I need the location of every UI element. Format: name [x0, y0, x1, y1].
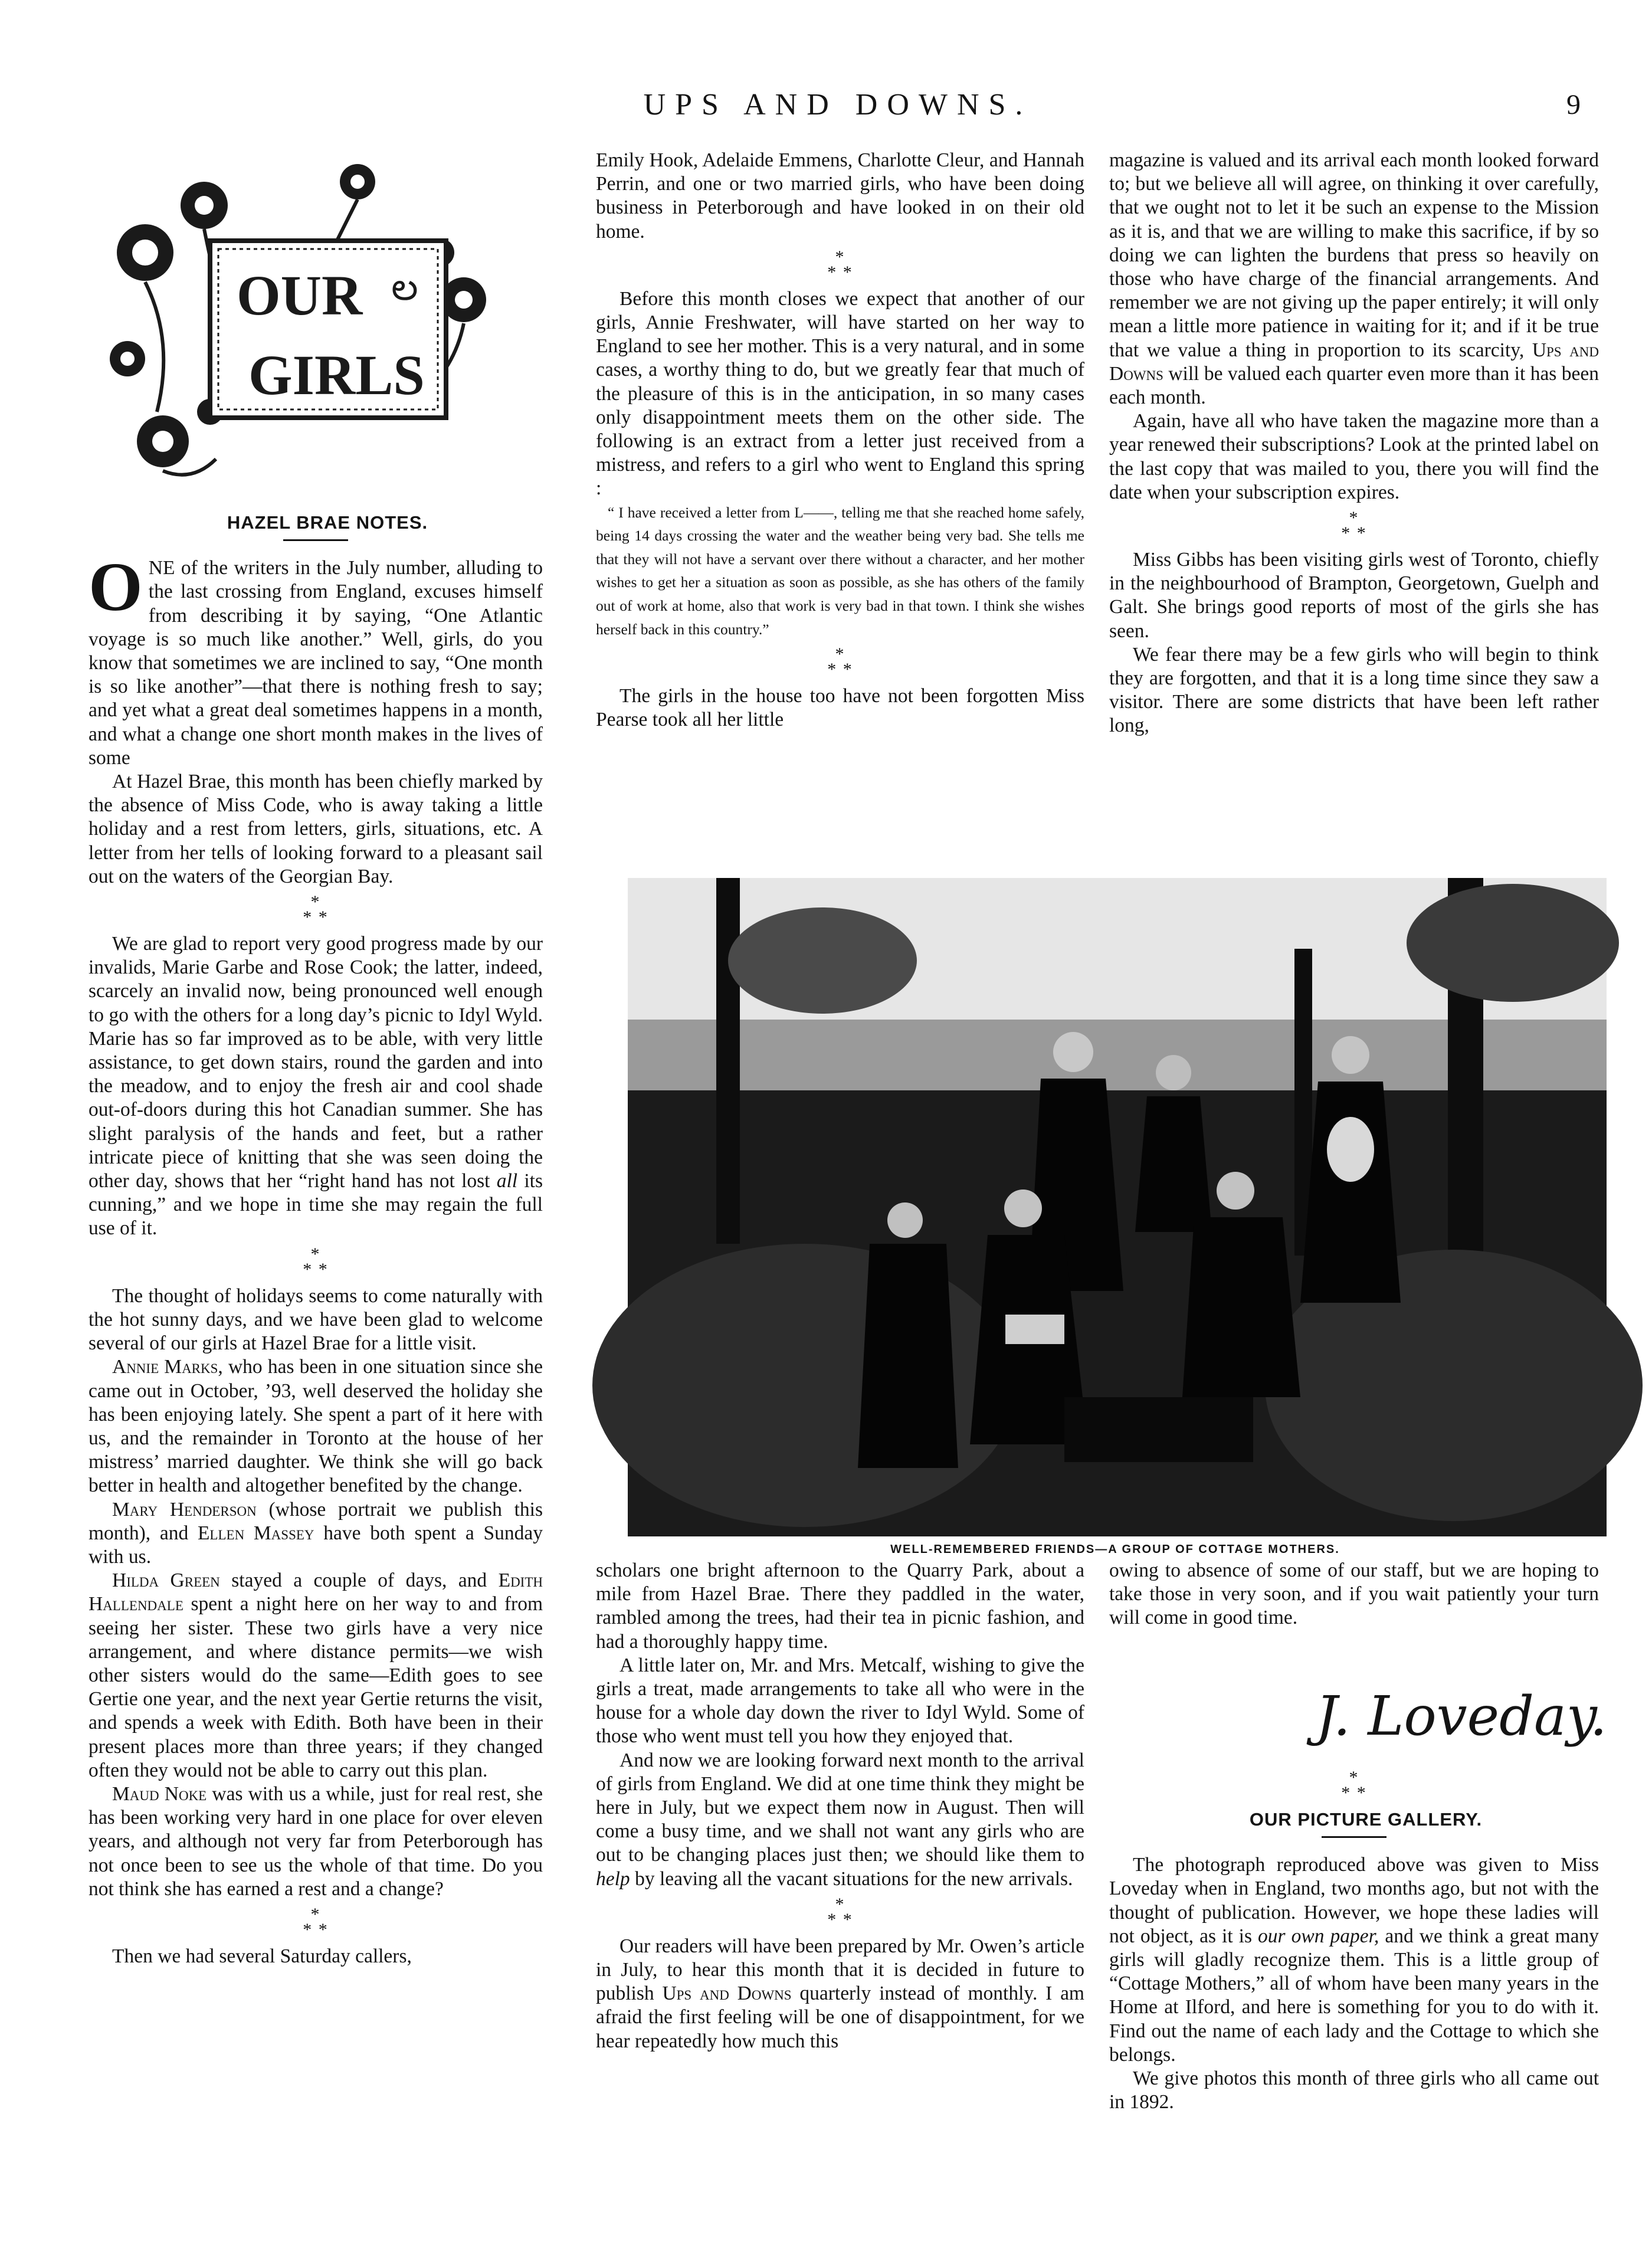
drop-cap: O [88, 548, 143, 626]
paragraph: scholars one bright afternoon to the Quarry Park, about a mile from Hazel Brae. There they paddled in the water, rambled among the trees, had their tea in picnic fashion, and had a thoroughly happy time. [596, 1559, 1084, 1653]
paragraph: magazine is valued and its arrival each month looked forward to; but we believe all will agree, on thinking it over carefully, that we ought not to let it be such an expense to the Mission as it is, and that we are willing to make this sacrifice, if by so doing we can lighten the burdens that press so heavily on those who have charge of the financial arrangements. And remember we are not giving up the paper entirely; it will only mean a little more patience in waiting for it; and if it be true that we value a thing in proportion to its scarcity, Ups and Downs will be valued each quarter even more than it has been each month. [1109, 149, 1599, 409]
heading-rule [1322, 1836, 1386, 1838]
section-separator: * * * [303, 1244, 329, 1279]
paragraph: Emily Hook, Adelaide Emmens, Charlotte Cleur, and Hannah Perrin, and one or two married girls, who have been doing business in Peterborough and have looked in on their old home. [596, 149, 1084, 243]
section-heading-picture-gallery: OUR PICTURE GALLERY. [1249, 1809, 1483, 1830]
paragraph: ONE of the writers in the July number, alluding to the last crossing from England, excuses himself from describing it by saying, “One Atlantic voyage is so much like another.” Well, girls, do you know that sometimes we are inclined to say, “One month is so like another”—that there is nothing fresh to say; and yet what a great deal sometimes happens in a month, and what a change one short month makes in the lives of some [88, 548, 543, 769]
paragraph: We fear there may be a few girls who will begin to think they are forgotten, and that it is a long time since they saw a visitor. There are some districts that have been left rather long, [1109, 643, 1599, 737]
section-separator: * * * [827, 644, 853, 680]
our-girls-logo [110, 164, 487, 494]
paragraph: Miss Gibbs has been visiting girls west of Toronto, chiefly in the neighbourhood of Brampton, Georgetown, Guelph and Galt. She brings good reports of most of the girls she has seen. [1109, 549, 1599, 642]
column-3-top [1109, 149, 1599, 738]
photo-caption: WELL-REMEMBERED FRIENDS—A GROUP OF COTTAGE MOTHERS. [890, 1543, 1340, 1556]
paragraph: Our readers will have been prepared by Mr. Owen’s article in July, to hear this month that it is decided in future to publish Ups and Downs quarterly instead of monthly. I am afraid the first feeling will be one of disappointment, for we hear repeatedly how much this [596, 1935, 1084, 2052]
heading-rule [283, 539, 348, 541]
paragraph: The girls in the house too have not been forgotten Miss Pearse took all her little [596, 685, 1084, 731]
column-1 [88, 511, 543, 1968]
paragraph: Then we had several Saturday callers, [112, 1945, 412, 1967]
section-heading-hazel-brae: HAZEL BRAE NOTES. [227, 512, 428, 533]
section-separator: * * * [303, 1904, 329, 1939]
paragraph: Hilda Green stayed a couple of days, and Edith Hallendale spent a night here on her way to and from seeing her sister. These two girls have a very nice arrangement, and where distance permits—we wish other sisters would do the same—Edith goes to see Gertie one year, and the next year Gertie returns the visit, and spends a week with Edith. Both have been in their present places more than three years; if they changed often they would not be able to carry out this plan. [88, 1569, 543, 1781]
page-number: 9 [1566, 89, 1581, 120]
signature-loveday [1304, 1670, 1607, 1758]
paragraph: The photograph reproduced above was given to Miss Loveday when in England, two months ago, but not with the thought of publication. However, we hope these ladies will not object, as it is our own paper, and we think a great many girls will gladly recognize them. This is a little group of “Cottage Mothers,” all of whom have been many years in the Home at Ilford, and here is something for you to do with it. Find out the name of each lady and the Cottage to which she belongs. [1109, 1854, 1599, 2066]
section-separator: * * * [1341, 1768, 1367, 1803]
paragraph: Maud Noke was with us a while, just for real rest, she has been working very hard in one place for over eleven years, and although not very far from Peterborough has not once been to see us the whole of that time. Do you not think she has earned a rest and a change? [88, 1782, 543, 1900]
column-2-top [596, 149, 1084, 732]
paragraph: At Hazel Brae, this month has been chiefly marked by the absence of Miss Code, who is away taking a little holiday and a rest from letters, girls, situations, etc. A letter from her tells of looking forward to a pleasant sail out on the waters of the Georgian Bay. [88, 771, 543, 887]
paragraph: We give photos this month of three girls who all came out in 1892. [1109, 2067, 1599, 2113]
running-title: UPS AND DOWNS. [643, 88, 1032, 122]
paragraph: Mary Henderson (whose portrait we publish this month), and Ellen Massey have both spent a Sunday with us. [88, 1498, 543, 1568]
column-3-bottom [1109, 1559, 1599, 1630]
section-separator: * * * [827, 247, 853, 282]
paragraph: We are glad to report very good progress made by our invalids, Marie Garbe and Rose Cook; the latter, indeed, scarcely an invalid now, being pronounced well enough to go with the others for a long day’s picnic to Idyl Wyld. Marie has so far improved as to be able, with very little assistance, to get down stairs, round the garden and into the meadow, and to enjoy the fresh air and cool shade out-of-doors during this hot Canadian summer. She has slight paralysis of the hands and feet, but a rather intricate piece of knitting that she was seen doing the other day, shows that her “right hand has not lost all its cunning,” and we hope in time she may regain the full use of it. [88, 933, 543, 1240]
paragraph: owing to absence of some of our staff, but we are hoping to take those in very soon, and if you wait patiently your turn will come in good time. [1109, 1559, 1599, 1629]
logo-text-our: OUR [237, 264, 363, 327]
column-2-bottom [596, 1559, 1084, 2053]
paragraph: Annie Marks, who has been in one situation since she came out in October, ’93, well deserved the holiday she has been enjoying lately. She spent a part of it here with us, and the remainder in Toronto at the house of her mistress’ married daughter. We think she will go back better in health and altogether benefited by the change. [88, 1356, 543, 1497]
paragraph: And now we are looking forward next month to the arrival of girls from England. We did at one time think they might be here in July, but we expect them now in August. Then will come a busy time, and we shall not want any girls who are out to be changing places just then; we should like them to help by leaving all the vacant situations for the new arrivals. [596, 1749, 1084, 1890]
logo-text-girls: GIRLS [248, 343, 425, 407]
paragraph: Before this month closes we expect that another of our girls, Annie Freshwater, will have started on her way to England to see her mother. This is a very natural, and in some cases, a worthy thing to do, but we greatly fear that much of the pleasure of this is in the anticipation, in so many cases only disappointment meets them on the other side. The following is an extract from a letter just received from a mistress, and refers to a girl who went to England this spring : [596, 287, 1084, 500]
svg-text:J. Loveday.: J. Loveday. [1316, 1685, 1607, 1748]
svg-text:ల: ల [391, 266, 418, 309]
paragraph: The thought of holidays seems to come naturally with the hot sunny days, and we have been glad to welcome several of our girls at Hazel Brae for a little visit. [88, 1284, 543, 1355]
paragraph: Again, have all who have taken the magazine more than a year renewed their subscriptions? Look at the printed label on the last copy that was mailed to you, there you will find the date when your subscription expires. [1109, 410, 1599, 503]
section-separator: * * * [303, 892, 329, 928]
column-3-gallery [1109, 1764, 1599, 2114]
letter-quote: “ I have received a letter from L——, telling me that she reached home safely, being 14 days crossing the water and the weather being very bad. She tells me that they will not have a servant over there without a character, and her mother wishes to get her a situation as soon as possible, as she has others of the family out of work at home, also that work is very bad in that town. I think she wishes herself back in this country.” [596, 503, 1084, 638]
group-photograph [628, 878, 1607, 1536]
paragraph: A little later on, Mr. and Mrs. Metcalf, wishing to give the girls a treat, made arrangements to take all who were in the house for a whole day down the river to Idyl Wyld. Some of those who went must tell you how they enjoyed that. [596, 1654, 1084, 1748]
section-separator: * * * [1341, 508, 1367, 543]
section-separator: * * * [827, 1894, 853, 1929]
